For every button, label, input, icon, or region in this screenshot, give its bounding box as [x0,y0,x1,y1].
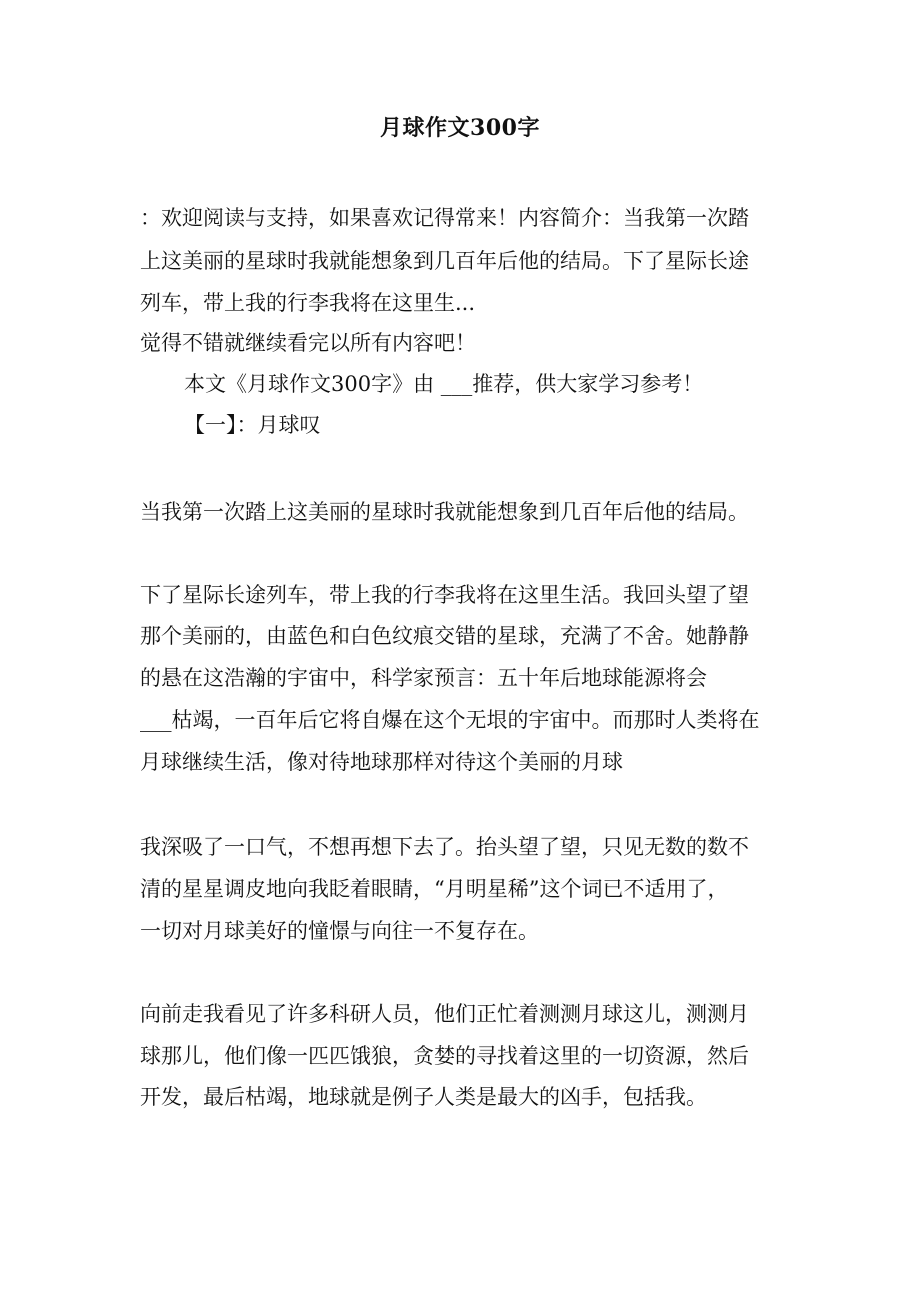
intro-line: 列车，带上我的行李我将在这里生... [140,291,476,315]
paragraph-line: 当我第一次踏上这美丽的星球时我就能想象到几百年后他的结局。 [140,500,749,524]
intro-line: 觉得不错就继续看完以所有内容吧！ [140,331,476,355]
paragraph-line: 那个美丽的，由蓝色和白色纹痕交错的星球，充满了不舍。她静静 [140,624,749,648]
paragraph-line: 向前走我看见了许多科研人员，他们正忙着测测月球这儿，测测月 [140,1002,749,1026]
section-heading: 【一】：月球叹 [184,413,321,437]
recommend-line: 本文《月球作文300字》由 ___推荐，供大家学习参考！ [184,372,704,396]
paragraph-line: 月球继续生活，像对待地球那样对待这个美丽的月球 [140,750,623,774]
paragraph-line: 球那儿，他们像一匹匹饿狼，贪婪的寻找着这里的一切资源，然后 [140,1044,749,1068]
intro-line: ：欢迎阅读与支持，如果喜欢记得常来！内容简介：当我第一次踏 [140,206,749,230]
paragraph-line: 开发，最后枯竭，地球就是例子人类是最大的凶手，包括我。 [140,1085,707,1109]
paragraph-line: 的悬在这浩瀚的宇宙中，科学家预言：五十年后地球能源将会 [140,666,707,690]
paragraph-line: ___枯竭，一百年后它将自爆在这个无垠的宇宙中。而那时人类将在 [140,708,760,732]
intro-line: 上这美丽的星球时我就能想象到几百年后他的结局。下了星际长途 [140,249,749,273]
paragraph-line: 一切对月球美好的憧憬与向往一不复存在。 [140,919,539,943]
document-title: 月球作文300字 [380,115,540,141]
paragraph-line: 我深吸了一口气，不想再想下去了。抬头望了望，只见无数的数不 [140,835,749,859]
paragraph-line: 清的星星调皮地向我眨着眼睛，“月明星稀”这个词已不适用了， [140,877,729,901]
paragraph-line: 下了星际长途列车，带上我的行李我将在这里生活。我回头望了望 [140,583,749,607]
